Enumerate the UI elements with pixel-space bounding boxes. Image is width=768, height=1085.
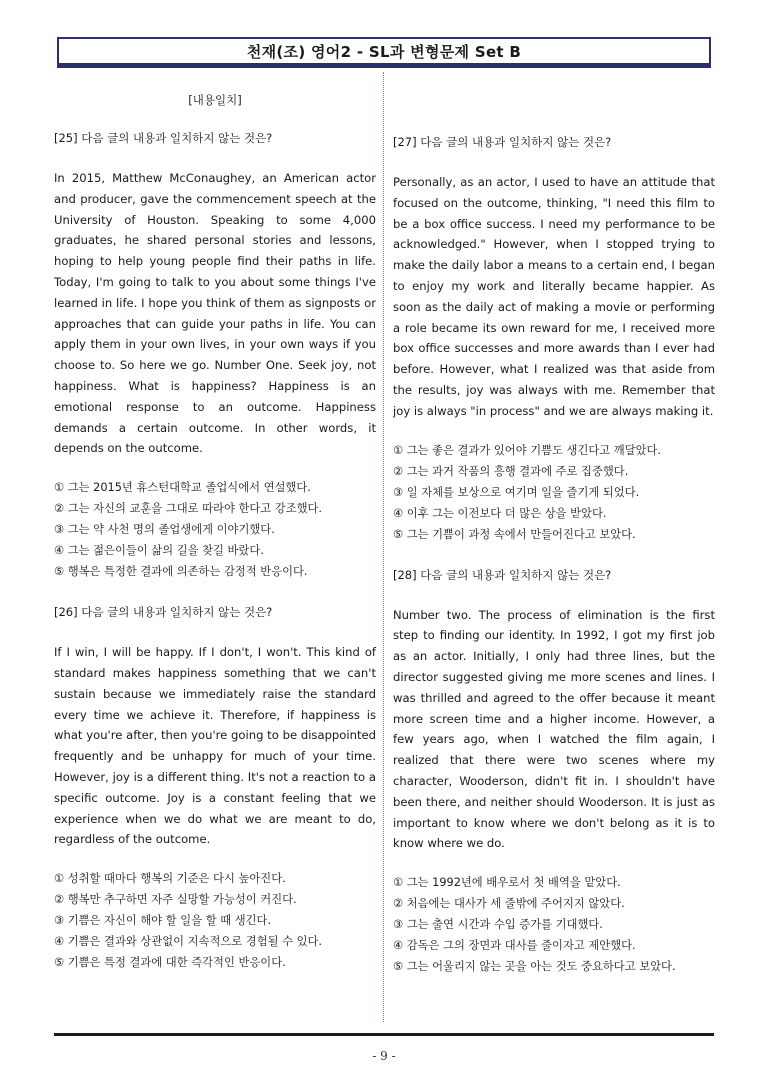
choice-item: ③ 일 자체를 보상으로 여기며 일을 즐기게 되었다. [393,485,640,499]
question-28-passage: Number two. The process of elimination is the first step to finding our identity. In 1992, I got my first job as an actor. Initially, I only had three lines, but the director suggested giving me more scenes and lines. I was thrilled and agreed to the offer because it meant more screen time and a higher income. However, a few years ago, when I watched the film again, I realized that there were two scenes where my character, Wooderson, didn't fit in. I shouldn't have been there, and neither should Wooderson. It is just as important to know where we don't belong as it is to know where we do. [393,607,715,851]
choice-item: ② 행복만 추구하면 자주 실망할 가능성이 커진다. [54,893,297,907]
question-27-prompt: [27] 다음 글의 내용과 일치하지 않는 것은? [393,135,612,149]
choice-item: ④ 기쁨은 결과와 상관없이 지속적으로 경험될 수 있다. [54,935,323,949]
page-title: 천재(조) 영어2 - SL과 변형문제 Set B [246,42,522,61]
question-27 [393,132,715,545]
question-28-choices [393,872,715,977]
footer-rule [54,1033,714,1036]
choice-item: ① 그는 좋은 결과가 있어야 기쁨도 생긴다고 깨달았다. [393,443,662,457]
choice-item: ② 그는 과거 작품의 흥행 결과에 주로 집중했다. [393,464,629,478]
question-25-prompt: [25] 다음 글의 내용과 일치하지 않는 것은? [54,131,273,145]
choice-item: ④ 그는 젊은이들이 삶의 길을 찾길 바랐다. [54,544,264,558]
section-label: [내용일치] [188,93,242,107]
question-26 [54,602,376,973]
question-27-passage: Personally, as an actor, I used to have an attitude that focused on the outcome, thinking, "I need this film to be a box office success. I need my performance to be acknowledged." However, when I stopped trying to make the daily labor a means to a certain end, I began to enjoy my work and literally became happier. As soon as the daily act of making a movie or performing a role became its own reward for me, I received more box office successes and more awards than I ever had before. However, what I realized was that aside from the results, joy was always with me. Remember that joy is always "in process" and we are always making it. [393,175,715,418]
choice-item: ① 그는 1992년에 배우로서 첫 배역을 맡았다. [393,876,621,890]
choice-item: ④ 감독은 그의 장면과 대사를 줄이자고 제안했다. [393,939,636,953]
choice-item: ③ 그는 약 사천 명의 졸업생에게 이야기했다. [54,523,275,537]
choice-item: ① 그는 2015년 휴스턴대학교 졸업식에서 연설했다. [54,481,311,495]
right-column [393,80,715,997]
choice-item: ⑤ 기쁨은 특정 결과에 대한 즉각적인 반응이다. [54,956,286,970]
question-28-prompt: [28] 다음 글의 내용과 일치하지 않는 것은? [393,567,612,582]
choice-item: ① 성취할 때마다 행복의 기준은 다시 높아진다. [54,872,286,886]
left-column [54,80,376,993]
choice-item: ⑤ 행복은 특정한 결과에 의존하는 감정적 반응이다. [54,565,308,579]
page-number: - 9 - [372,1049,396,1063]
choice-item: ⑤ 그는 어울리지 않는 곳을 아는 것도 중요하다고 보았다. [393,960,676,974]
question-26-prompt: [26] 다음 글의 내용과 일치하지 않는 것은? [54,605,273,620]
choice-item: ② 처음에는 대사가 세 줄밖에 주어지지 않았다. [393,897,625,911]
choice-item: ② 그는 자신의 교훈을 그대로 따라야 한다고 강조했다. [54,502,323,516]
question-26-choices [54,868,376,973]
choice-item: ④ 이후 그는 이전보다 더 많은 상을 받았다. [393,506,607,520]
question-25-choices [54,477,376,582]
column-divider [383,72,384,1022]
question-26-passage: If I win, I will be happy. If I don't, I won't. This kind of standard makes happiness something that we can't sustain because we immediately raise the standard every time we achieve it. Therefore, if happiness is what you're after, then you're going to be disappointed frequently and be unhappy for much of your time. However, joy is a different thing. It's not a reaction to a specific outcome. Joy is a constant feeling that we experience when we do what we are meant to do, regardless of the outcome. [54,645,376,847]
question-27-choices [393,440,715,545]
question-25-passage: In 2015, Matthew McConaughey, an American actor and producer, gave the commencement speech at the University of Houston. Speaking to some 4,000 graduates, he shared personal stories and lessons, hoping to help young people find their paths in life. Today, I'm going to talk to you about some things I've learned in life. I hope you think of them as signposts or approaches that can guide your paths in life. You can apply them in your own lives, in your own ways if you choose to. So here we go. Number One. Seek joy, not happiness. What is happiness? Happiness is an emotional response to an outcome. Happiness demands a certain outcome. In other words, it depends on the outcome. [54,171,376,456]
choice-item: ⑤ 그는 기쁨이 과정 속에서 만들어진다고 보았다. [393,527,636,541]
header-box [57,37,711,65]
choice-item: ③ 기쁨은 자신이 해야 할 일을 할 때 생긴다. [54,914,272,928]
question-25 [54,128,376,582]
question-28 [393,565,715,978]
choice-item: ③ 그는 출연 시간과 수입 증가를 기대했다. [393,918,603,932]
